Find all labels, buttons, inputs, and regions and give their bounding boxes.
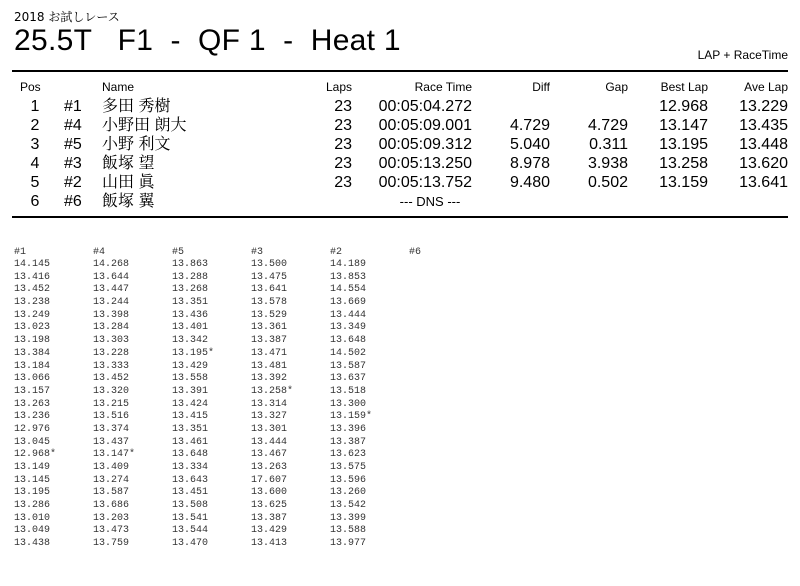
lap-column-car: #5 (172, 247, 185, 258)
lap-time: 13.424 (172, 398, 209, 410)
result-race-time: 00:05:04.272 (378, 98, 472, 115)
results-header (14, 80, 792, 97)
race-title: 25.5T F1 - QF 1 - Heat 1 (14, 24, 401, 57)
result-car-number: #1 (64, 98, 82, 115)
lap-time: 13.429 (172, 360, 209, 372)
lap-time: 13.010 (14, 512, 51, 524)
lap-time: 13.452 (93, 373, 130, 385)
lap-time: 13.149 (14, 462, 51, 473)
result-best-lap: 13.195 (659, 136, 708, 153)
lap-time: 13.387 (251, 512, 288, 524)
lap-time: 13.286 (14, 500, 51, 512)
result-best-lap: 13.258 (659, 155, 708, 172)
result-ave-lap: 13.435 (739, 117, 788, 134)
lap-time: 13.157 (14, 385, 51, 397)
lap-time: 13.977 (330, 538, 367, 550)
result-ave-lap: 13.620 (739, 155, 788, 172)
result-best-lap: 13.147 (659, 117, 708, 134)
lap-time: 13.415 (172, 411, 209, 423)
lap-time: 13.392 (251, 373, 288, 385)
lap-time: 13.288 (172, 271, 209, 283)
lap-time: 13.184 (14, 360, 51, 372)
lap-time: 13.145 (14, 474, 51, 486)
lap-time: 13.637 (330, 373, 367, 385)
lap-time: 13.853 (330, 271, 367, 283)
lap-time: 13.228 (93, 347, 130, 359)
lap-time: 13.268 (172, 284, 209, 296)
lap-time: 13.147* (93, 449, 136, 461)
lap-time: 13.475 (251, 271, 288, 283)
lap-time: 13.236 (14, 411, 51, 423)
lap-time: 13.467 (251, 449, 288, 461)
result-ave-lap: 13.448 (739, 136, 788, 153)
result-pos: 1 (30, 98, 40, 115)
header-divider (12, 70, 788, 72)
result-race-time: 00:05:13.752 (378, 174, 472, 191)
lap-time: 13.625 (251, 500, 288, 512)
lap-time: 13.374 (93, 423, 130, 435)
lap-time: 13.349 (330, 322, 367, 334)
lap-time: 13.195 (14, 487, 51, 499)
lap-time: 13.669 (330, 297, 367, 309)
lap-time: 13.508 (172, 500, 209, 512)
event-subtitle: 2018 お試しレース (14, 10, 120, 24)
result-gap: 0.502 (587, 174, 628, 191)
lap-time: 13.401 (172, 322, 209, 334)
result-row (14, 173, 792, 192)
lap-time: 13.361 (251, 322, 288, 334)
result-driver-name: 飯塚 翼 (102, 193, 155, 210)
result-car-number: #3 (64, 155, 82, 172)
lap-time: 14.554 (330, 284, 367, 296)
lap-column-car: #4 (93, 247, 106, 258)
lap-time: 13.203 (93, 512, 130, 524)
col-name: Name (102, 80, 135, 94)
lap-time: 13.437 (93, 436, 130, 448)
lap-time: 14.268 (93, 259, 130, 270)
lap-time: 13.249 (14, 309, 51, 321)
lap-time: 13.066 (14, 373, 51, 385)
result-driver-name: 多田 秀樹 (102, 98, 171, 115)
lap-time: 13.409 (93, 462, 130, 473)
result-row (14, 154, 792, 173)
result-pos: 5 (30, 174, 40, 191)
result-laps: 23 (334, 155, 352, 172)
lap-time: 13.387 (330, 436, 367, 448)
lap-time: 13.438 (14, 538, 51, 550)
lap-time: 13.303 (93, 335, 130, 347)
lap-time: 13.274 (93, 474, 130, 486)
lap-time: 13.396 (330, 423, 367, 435)
lap-time: 13.471 (251, 347, 288, 359)
result-car-number: #2 (64, 174, 82, 191)
lap-time: 13.416 (14, 271, 51, 283)
lap-time: 13.643 (172, 474, 209, 486)
lap-time: 13.481 (251, 360, 288, 372)
result-diff: 8.978 (509, 155, 550, 172)
lap-time: 13.600 (251, 487, 288, 499)
results-divider (12, 216, 788, 218)
result-pos: 3 (30, 136, 40, 153)
result-ave-lap: 13.641 (739, 174, 788, 191)
lap-time: 13.470 (172, 538, 209, 550)
result-laps: 23 (334, 117, 352, 134)
lap-time: 13.686 (93, 500, 130, 512)
result-race-time: 00:05:13.250 (378, 155, 472, 172)
lap-time: 13.045 (14, 436, 51, 448)
lap-time: 13.429 (251, 525, 288, 537)
lap-time: 13.159* (330, 411, 373, 423)
result-laps: 23 (334, 136, 352, 153)
lap-time: 13.314 (251, 398, 288, 410)
lap-time: 13.399 (330, 512, 367, 524)
lap-time: 13.263 (14, 398, 51, 410)
lap-time: 13.198 (14, 335, 51, 347)
lap-time: 13.244 (93, 297, 130, 309)
col-ave-lap: Ave Lap (744, 80, 788, 94)
lap-time: 13.648 (172, 449, 209, 461)
lap-column (172, 246, 250, 551)
lap-time: 13.529 (251, 309, 288, 321)
col-diff: Diff (532, 80, 550, 94)
lap-time: 13.398 (93, 309, 130, 321)
result-driver-name: 小野田 朗大 (102, 117, 187, 134)
result-car-number: #6 (64, 193, 82, 210)
lap-time: 13.473 (93, 525, 130, 537)
lap-time: 17.607 (251, 474, 288, 486)
lap-time: 13.516 (93, 411, 130, 423)
lap-time: 13.351 (172, 423, 209, 435)
lap-time: 13.342 (172, 335, 209, 347)
lap-time: 13.333 (93, 360, 130, 372)
lap-time: 13.623 (330, 449, 367, 461)
result-pos: 6 (30, 193, 40, 210)
lap-time: 13.587 (93, 487, 130, 499)
result-row (14, 135, 792, 154)
result-ave-lap: 13.229 (739, 98, 788, 115)
lap-time: 13.641 (251, 284, 288, 296)
lap-time: 13.518 (330, 385, 367, 397)
result-row (14, 97, 792, 116)
lap-column (14, 246, 92, 551)
lap-time: 13.436 (172, 309, 209, 321)
lap-time: 13.444 (330, 309, 367, 321)
lap-time: 13.320 (93, 385, 130, 397)
lap-time: 13.195* (172, 347, 215, 359)
lap-time: 13.542 (330, 500, 367, 512)
lap-time: 12.968* (14, 449, 57, 461)
result-driver-name: 小野 利文 (102, 136, 171, 153)
lap-time: 13.391 (172, 385, 209, 397)
result-pos: 2 (30, 117, 40, 134)
result-diff: 5.040 (509, 136, 550, 153)
report-mode: LAP + RaceTime (697, 48, 788, 62)
result-laps: 23 (334, 174, 352, 191)
result-car-number: #5 (64, 136, 82, 153)
lap-time: 13.544 (172, 525, 209, 537)
lap-time: 13.284 (93, 322, 130, 334)
lap-time: 13.413 (251, 538, 288, 550)
result-dns: --- DNS --- (399, 194, 461, 209)
result-race-time: 00:05:09.312 (378, 136, 472, 153)
lap-time: 13.444 (251, 436, 288, 448)
lap-time: 14.502 (330, 347, 367, 359)
lap-time: 14.145 (14, 259, 51, 270)
lap-time: 13.588 (330, 525, 367, 537)
lap-column-car: #2 (330, 247, 343, 258)
lap-time: 13.215 (93, 398, 130, 410)
lap-time: 13.575 (330, 462, 367, 473)
lap-time: 13.452 (14, 284, 51, 296)
lap-column-car: #6 (409, 247, 422, 258)
lap-time: 13.301 (251, 423, 288, 435)
result-gap: 3.938 (587, 155, 628, 172)
lap-time: 13.384 (14, 347, 51, 359)
result-gap: 4.729 (587, 117, 628, 134)
lap-time: 13.351 (172, 297, 209, 309)
lap-time: 13.578 (251, 297, 288, 309)
col-gap: Gap (605, 80, 628, 94)
result-row (14, 116, 792, 135)
lap-time: 13.263 (251, 462, 288, 473)
result-pos: 4 (30, 155, 40, 172)
result-diff: 9.480 (509, 174, 550, 191)
lap-time: 13.238 (14, 297, 51, 309)
lap-time: 13.260 (330, 487, 367, 499)
lap-time: 13.644 (93, 271, 130, 283)
lap-time: 13.334 (172, 462, 209, 473)
result-car-number: #4 (64, 117, 82, 134)
lap-time: 13.558 (172, 373, 209, 385)
result-gap: 0.311 (589, 136, 628, 153)
lap-time: 13.541 (172, 512, 209, 524)
result-best-lap: 13.159 (659, 174, 708, 191)
lap-column (93, 246, 171, 551)
result-driver-name: 飯塚 望 (102, 155, 155, 172)
col-pos: Pos (20, 80, 41, 94)
col-laps: Laps (325, 80, 352, 94)
result-driver-name: 山田 眞 (102, 174, 155, 191)
lap-time: 13.648 (330, 335, 367, 347)
lap-time: 13.023 (14, 322, 51, 334)
col-best-lap: Best Lap (660, 80, 708, 94)
lap-time: 13.049 (14, 525, 51, 537)
lap-column (251, 246, 329, 551)
results-table (14, 80, 792, 211)
lap-time: 13.596 (330, 474, 367, 486)
lap-time: 13.759 (93, 538, 130, 550)
result-race-time: 00:05:09.001 (378, 117, 472, 134)
col-race-time: Race Time (414, 80, 472, 94)
lap-time: 13.300 (330, 398, 367, 410)
lap-time: 12.976 (14, 423, 51, 435)
lap-column (330, 246, 408, 551)
lap-time: 13.327 (251, 411, 288, 423)
lap-time: 14.189 (330, 259, 367, 270)
lap-time: 13.461 (172, 436, 209, 448)
result-row (14, 192, 792, 211)
lap-time: 13.258* (251, 385, 294, 397)
lap-time: 13.863 (172, 259, 209, 270)
result-diff: 4.729 (509, 117, 550, 134)
lap-time: 13.587 (330, 360, 367, 372)
result-laps: 23 (334, 98, 352, 115)
lap-column-car: #1 (14, 247, 27, 258)
lap-time: 13.500 (251, 259, 288, 270)
lap-time: 13.447 (93, 284, 130, 296)
lap-time: 13.451 (172, 487, 209, 499)
lap-column-car: #3 (251, 247, 264, 258)
lap-column (409, 246, 487, 259)
result-best-lap: 12.968 (659, 98, 708, 115)
lap-time: 13.387 (251, 335, 288, 347)
